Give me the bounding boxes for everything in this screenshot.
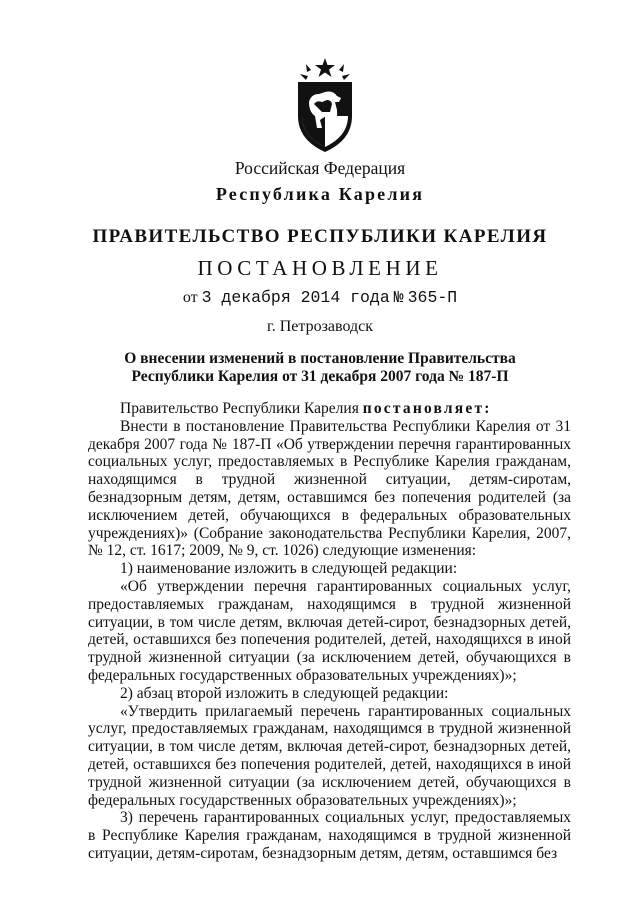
karelia-coat-of-arms-icon (292, 56, 358, 154)
intro-text: Правительство Республики Карелия (120, 400, 363, 417)
body-paragraph: 2) абзац второй изложить в следующей редакции: (120, 684, 449, 702)
title-line: Республики Карелия от 31 декабря 2007 года № 187-П (131, 368, 509, 385)
intro-emphasis: постановляет: (362, 400, 492, 417)
republic-name: Республика Карелия (215, 184, 425, 204)
document-body (88, 400, 571, 863)
date-prefix: от (182, 289, 198, 306)
title-line: О внесении изменений в постановление Правительства (124, 350, 516, 367)
body-paragraph: 3) перечень гарантированных социальных услуг, предоставляемых в Республике Карелия гражданам, находящимся в трудной жизненной ситуации, детям-сиротам, безнадзорным детям, детям, оставшимся без (88, 809, 571, 862)
city: г. Петрозаводск (266, 318, 374, 335)
government-name: ПРАВИТЕЛЬСТВО РЕСПУБЛИКИ КАРЕЛИЯ (92, 226, 548, 247)
decree-date: 3 декабря 2014 года (201, 288, 390, 307)
decree-number: 365-П (407, 288, 458, 307)
document-title (0, 350, 640, 386)
body-paragraph: «Утвердить прилагаемый перечень гарантированных социальных услуг, предоставляемых гражданам, находящимся в трудной жизненной ситуации, в том числе детям, включая детей-сирот, безнадзорных детей, детей, оставшихся без попечения родителей, детей, находящихся в иной трудной жизненной ситуации (за исключением детей, обучающихся в федеральных государственных образовательных учреждениях)»; (88, 702, 571, 809)
number-sign: № (393, 288, 404, 307)
body-paragraph: Внести в постановление Правительства Республики Карелия от 31 декабря 2007 года № 187-П «Об утверждении перечня гарантированных социальных услуг, предоставляемых в Республике Карелия гражданам, находящимся в трудной жизненной ситуации, детям-сиротам, безнадзорным детям, детям, оставшимся без попечения родителей (за исключением детей, обучающихся в федеральных образовательных учреждениях)» (Собрание законодательства Республики Карелия, 2007, № 12, ст. 1617; 2009, № 9, ст. 1026) следующие изменения: (88, 417, 571, 560)
body-paragraph: «Об утверждении перечня гарантированных социальных услуг, предоставляемых гражданам, находящимся в трудной жизненной ситуации, в том числе детям, включая детей-сирот, безнадзорных детей, детей, оставшихся без попечения родителей, детей, находящихся в иной трудной жизненной ситуации (за исключением детей, обучающихся в федеральных государственных образовательных учреждениях)»; (88, 577, 571, 684)
body-paragraph: 1) наименование изложить в следующей редакции: (120, 560, 458, 578)
body-intro (88, 400, 571, 418)
date-line (0, 288, 640, 307)
country-name: Российская Федерация (234, 158, 406, 178)
document-type: ПОСТАНОВЛЕНИЕ (197, 256, 443, 280)
